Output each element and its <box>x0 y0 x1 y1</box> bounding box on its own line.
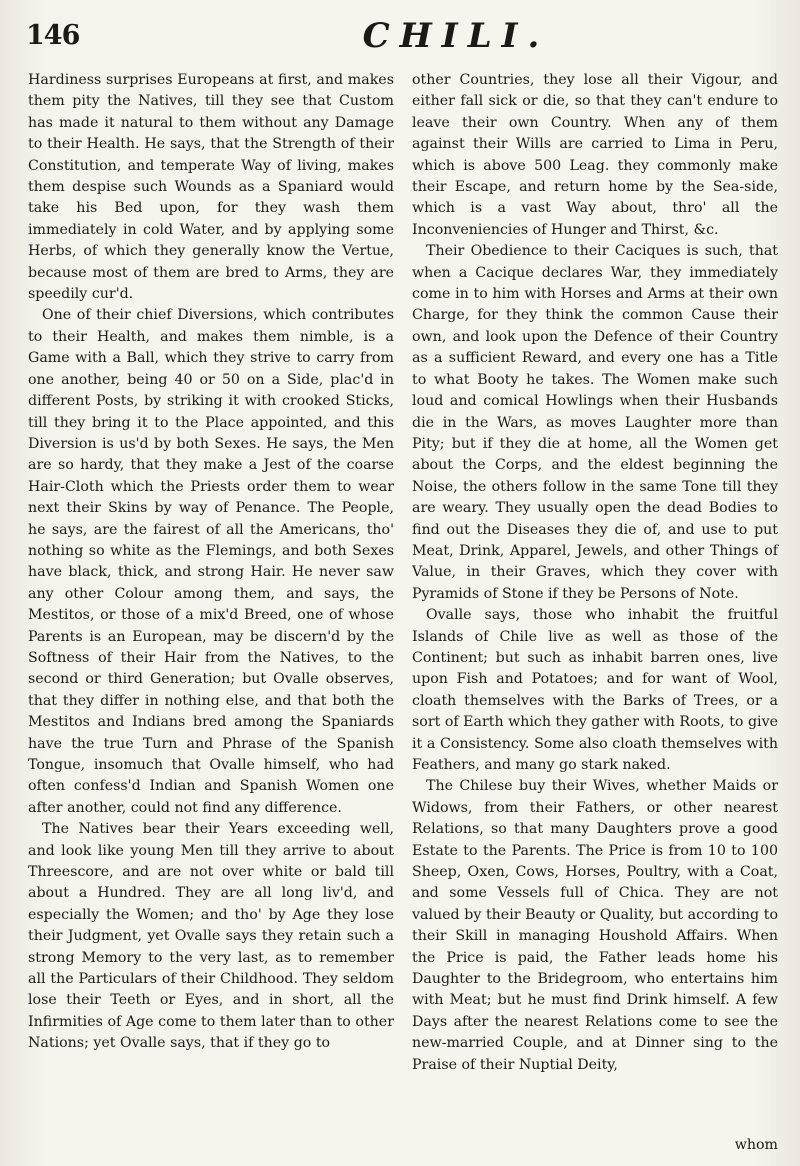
paragraph: Ovalle says, those who inhabit the fruitful Islands of Chile live as well as those of the Continent; but such as inhabit barren ones, live upon Fish and Potatoes; and for want of Wool, cloath themselves with the Barks of Trees, or a sort of Earth which they gather with Roots, to give it a Consistency. Some also cloath themselves with Feathers, and many go stark naked. <box>412 607 778 773</box>
paragraph: other Countries, they lose all their Vigour, and either fall sick or die, so that they can't endure to leave their own Country. When any of them against their Wills are carried to Lima in Peru, which is above 500 Leag. they commonly make their Escape, and return home by the Sea-side, which is a vast Way about, thro' all the Inconveniencies of Hunger and Thirst, &c. <box>412 72 778 238</box>
paragraph: The Natives bear their Years exceeding well, and look like young Men till they arrive to about Threescore, and are not over white or bald till about a Hundred. They are all long liv'd, and especially the Women; and tho' by Age they lose their Judgment, yet Ovalle says they retain such a strong Memory to the very last, as to remember all the Particulars of their Childhood. They seldom lose their Teeth or Eyes, and in short, all the Infirmities of Age come to them later than to other Nations; yet Ovalle says, that if they go to <box>28 821 394 1052</box>
paragraph: Hardiness surprises Europeans at first, and makes them pity the Natives, till they see that Custom has made it natural to them without any Damage to their Health. He says, that the Strength of their Constitution, and temperate Way of living, makes them despise such Wounds as a Spaniard would take his Bed upon, for they wash them immediately in cold Water, and by applying some Herbs, of which they generally know the Vertue, because most of them are bred to Arms, they are speedily cur'd. <box>28 72 394 303</box>
paragraph: One of their chief Diversions, which contributes to their Health, and makes them nimble, is a Game with a Ball, which they strive to carry from one another, being 40 or 50 on a Side, plac'd in different Posts, by striking it with crooked Sticks, till they bring it to the Place appointed, and this Diversion is us'd by both Sexes. He says, the Men are so hardy, that they make a Jest of the coarse Hair-Cloth which the Priests order them to wear next their Skins by way of Penance. The People, he says, are the fairest of all the Americans, tho' nothing so white as the Flemings, and both Sexes have black, thick, and strong Hair. He never saw any other Colour among them, and says, the Mestitos, or those of a mix'd Breed, one of whose Parents is an European, may be discern'd by the Softness of their Hair from the Natives, to the second or third Generation; but Ovalle observes, that they differ in nothing else, and that both the Mestitos and Indians bred among the Spaniards have the true Turn and Phrase of the Spanish Tongue, insomuch that Ovalle himself, who had often confess'd Indian and Spanish Women one after another, could not find any difference. <box>28 307 394 816</box>
running-title: CHILI. <box>362 16 550 56</box>
catchword: whom <box>734 1136 778 1153</box>
page-number: 146 <box>26 20 80 51</box>
page-header <box>26 14 760 58</box>
text-columns <box>28 70 778 1160</box>
right-column <box>412 70 778 1160</box>
paragraph: Their Obedience to their Caciques is such, that when a Cacique declares War, they immediately come in to him with Horses and Arms at their own Charge, for they think the common Cause their own, and look upon the Defence of their Country as a sufficient Reward, and every one has a Title to what Booty he takes. The Women make such loud and comical Howlings when their Husbands die in the Wars, as moves Laughter more than Pity; but if they die at home, all the Women get about the Corps, and the eldest beginning the Noise, the others follow in the same Tone till they are weary. They usually open the dead Bodies to find out the Diseases they die of, and use to put Meat, Drink, Apparel, Jewels, and other Things of Value, in their Graves, which they cover with Pyramids of Stone if they be Persons of Note. <box>412 243 778 602</box>
left-column <box>28 70 394 1160</box>
paragraph: The Chilese buy their Wives, whether Maids or Widows, from their Fathers, or other nearest Relations, so that many Daughters prove a good Estate to the Parents. The Price is from 10 to 100 Sheep, Oxen, Cows, Horses, Poultry, with a Coat, and some Vessels full of Chica. They are not valued by their Beauty or Quality, but according to their Skill in managing Houshold Affairs. When the Price is paid, the Father leads home his Daughter to the Bridegroom, who entertains him with Meat; but he must find Drink himself. A few Days after the nearest Relations come to see the new-married Couple, and at Dinner sing to the Praise of their Nuptial Deity, <box>412 778 778 1073</box>
